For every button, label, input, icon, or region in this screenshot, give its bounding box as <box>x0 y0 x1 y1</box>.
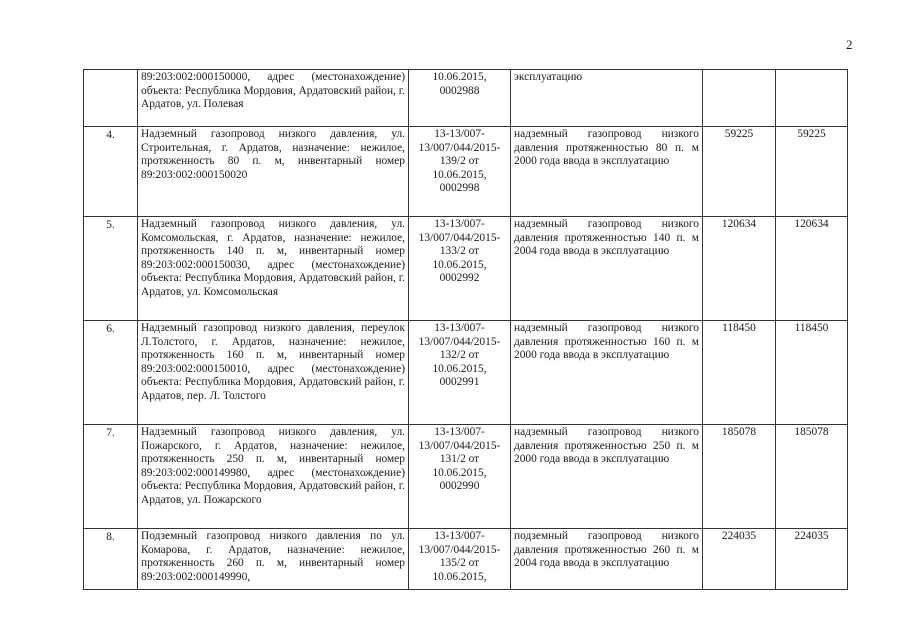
value-2: 185078 <box>776 425 848 529</box>
value-2: 59225 <box>776 127 848 217</box>
value-2: 118450 <box>776 321 848 425</box>
registration-record: 10.06.2015, 0002988 <box>409 70 511 127</box>
row-number: 4. <box>84 127 138 217</box>
value-2: 224035 <box>776 529 848 590</box>
table-row <box>84 70 848 127</box>
value-1: 224035 <box>703 529 776 590</box>
table-row <box>84 217 848 321</box>
object-characteristics: подземный газопровод низкого давления протяженностью 260 п. м 2004 года ввода в эксплуатацию <box>511 529 703 590</box>
row-number: 5. <box>84 217 138 321</box>
table-row <box>84 425 848 529</box>
property-table <box>83 69 848 590</box>
page-number: 2 <box>846 37 853 52</box>
object-description: Надземный газопровод низкого давления, ул. Строительная, г. Ардатов, назначение: нежилое, протяженность 80 п. м, инвентарный номер 89:203:002:000150020 <box>138 127 409 217</box>
registration-record: 13-13/007- 13/007/044/2015- 133/2 от 10.06.2015, 0002992 <box>409 217 511 321</box>
object-description: Подземный газопровод низкого давления по ул. Комарова, г. Ардатов, назначение: нежилое, протяженность 260 п. м, инвентарный номер 89:203:002:000149990, <box>138 529 409 590</box>
value-2: 120634 <box>776 217 848 321</box>
object-characteristics: надземный газопровод низкого давления протяженностью 160 п. м 2000 года ввода в эксплуатацию <box>511 321 703 425</box>
object-description: Надземный газопровод низкого давления, переулок Л.Толстого, г. Ардатов, назначение: нежилое, протяженность 160 п. м, инвентарный номер 89:203:002:000150010, адрес (местонахождение) объекта: Республика Мордовия, Ардатовский район, г. Ардатов, пер. Л. Толстого <box>138 321 409 425</box>
table-row <box>84 321 848 425</box>
table-row <box>84 127 848 217</box>
object-characteristics: надземный газопровод низкого давления протяженностью 250 п. м 2000 года ввода в эксплуатацию <box>511 425 703 529</box>
registration-record: 13-13/007- 13/007/044/2015- 135/2 от 10.06.2015, <box>409 529 511 590</box>
object-description: Надземный газопровод низкого давления, ул. Комсомольская, г. Ардатов, назначение: нежилое, протяженность 140 п. м, инвентарный номер 89:203:002:000150030, адрес (местонахождение) объекта: Республика Мордовия, Ардатовский район, г. Ардатов, ул. Комсомольская <box>138 217 409 321</box>
object-description: Надземный газопровод низкого давления, ул. Пожарского, г. Ардатов, назначение: нежилое, протяженность 250 п. м, инвентарный номер 89:203:002:000149980, адрес (местонахождение) объекта: Республика Мордовия, Ардатовский район, г. Ардатов, ул. Пожарского <box>138 425 409 529</box>
value-1: 118450 <box>703 321 776 425</box>
object-characteristics: надземный газопровод низкого давления протяженностью 140 п. м 2004 года ввода в эксплуатацию <box>511 217 703 321</box>
value-1: 120634 <box>703 217 776 321</box>
row-number: 7. <box>84 425 138 529</box>
value-1: 185078 <box>703 425 776 529</box>
row-number <box>84 70 138 127</box>
value-1 <box>703 70 776 127</box>
row-number: 8. <box>84 529 138 590</box>
row-number: 6. <box>84 321 138 425</box>
object-characteristics: надземный газопровод низкого давления протяженностью 80 п. м 2000 года ввода в эксплуатацию <box>511 127 703 217</box>
object-description: 89:203:002:000150000, адрес (местонахождение) объекта: Республика Мордовия, Ардатовский район, г. Ардатов, ул. Полевая <box>138 70 409 127</box>
value-2 <box>776 70 848 127</box>
table-row <box>84 529 848 590</box>
registration-record: 13-13/007- 13/007/044/2015- 132/2 от 10.06.2015, 0002991 <box>409 321 511 425</box>
registration-record: 13-13/007- 13/007/044/2015- 131/2 от 10.06.2015, 0002990 <box>409 425 511 529</box>
object-characteristics: эксплуатацию <box>511 70 703 127</box>
value-1: 59225 <box>703 127 776 217</box>
registration-record: 13-13/007- 13/007/044/2015- 139/2 от 10.06.2015, 0002998 <box>409 127 511 217</box>
